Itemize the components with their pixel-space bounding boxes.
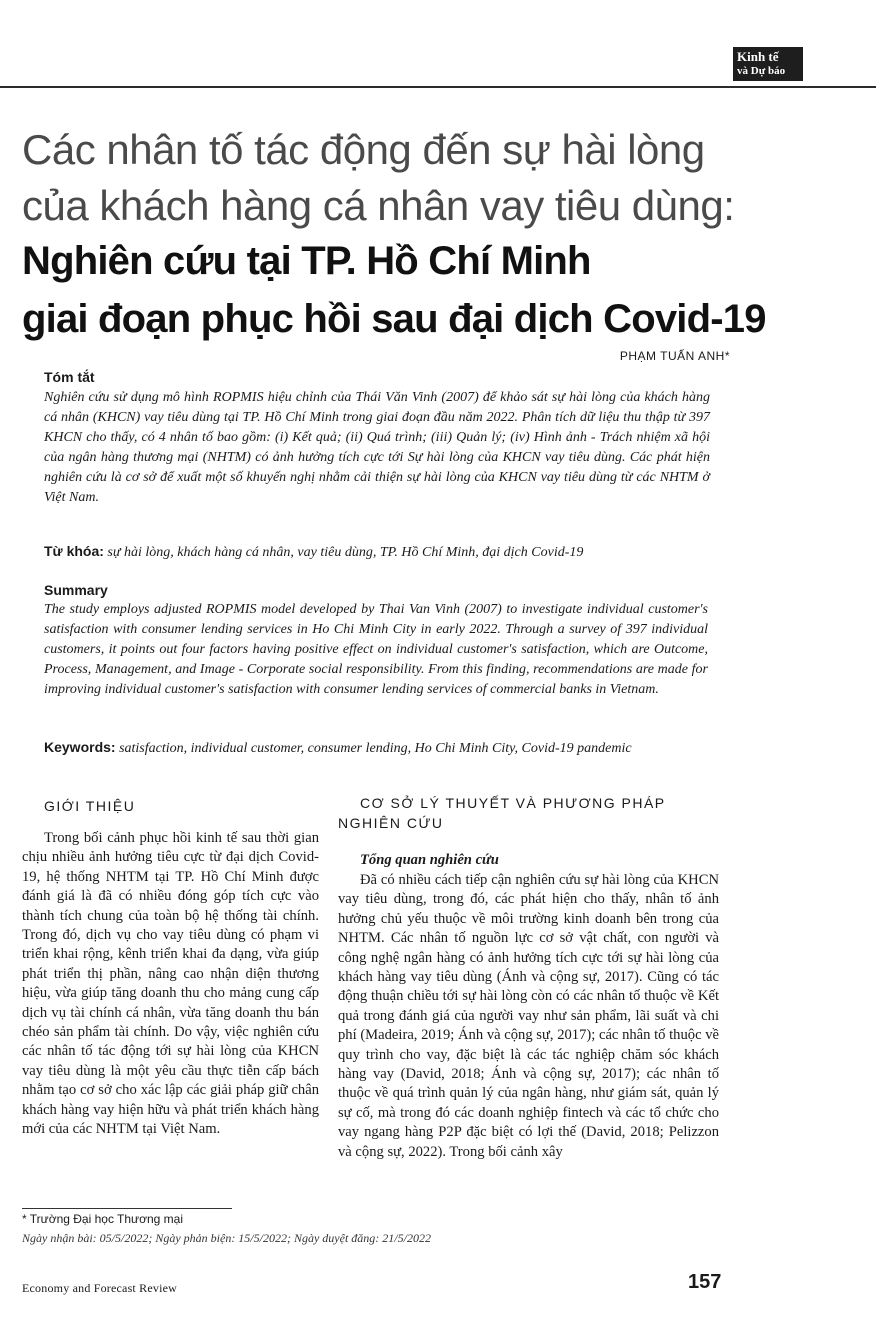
intro-body [22,829,319,1140]
journal-logo [733,47,803,81]
logo-line-1: Kinh tế [737,49,779,64]
intro-heading: GIỚI THIỆU [44,798,136,814]
footnote-affiliation: * Trường Đại học Thương mại [22,1212,183,1226]
literature-body [338,871,719,1162]
logo-line-2: và Dự báo [737,65,786,77]
header-rule [0,86,876,88]
keywords-vi-label: Từ khóa: [44,543,104,559]
title-lower [22,232,852,348]
keywords-en-text: satisfaction, individual customer, consumer lending, Ho Chi Minh City, Covid-19 pandemic [119,741,632,756]
keywords-en [44,737,712,759]
page-number: 157 [688,1271,722,1293]
abstract-vi-heading: Tóm tắt [44,369,95,385]
footnote-rule [22,1208,232,1209]
title-upper [22,122,852,234]
author-name: PHẠM TUẤN ANH* [619,349,730,363]
footnote-dates: Ngày nhận bài: 05/5/2022; Ngày phản biện: 15/5/2022; Ngày duyệt đăng: 21/5/2022 [22,1231,431,1245]
title-line-1: Các nhân tố tác động đến sự hài lòng [22,126,705,173]
literature-paragraph: Đã có nhiều cách tiếp cận nghiên cứu sự hài lòng của KHCN vay tiêu dùng, trong đó, các phát hiện cho thấy, nhân tố ảnh hưởng chủ yếu thuộc về môi trường kinh doanh bên trong của NHTM. Các nhân tố nguồn lực cơ sở vật chất, con người và công nghệ ngân hàng có ảnh hưởng tích cực tới sự hài lòng của khách hàng vay tiêu dùng (Ánh và cộng sự, 2017). Cũng có tác động thuận chiều tới sự hài lòng còn có các nhân tố thuộc về Kết quả trong đánh giá của người vay như sản phẩm, lãi suất và chi phí (Madeira, 2019; Ánh và cộng sự, 2017); các nhân tố thuộc về quy trình cho vay, đặc biệt là các tác nghiệp chăm sóc khách hàng vay (David, 2018; Ánh và cộng sự, 2017); các nhân tố thuộc về quá trình quản lý của ngân hàng, như giám sát, quản lý sự cố, mà trong đó các doanh nghiệp fintech và các tổ chức cho vay ngang hàng P2P đặc biệt có lợi thế (David, 2018; Pelizzon và cộng sự, 2022). Trong bối cảnh xây [338,872,719,1160]
theory-heading: CƠ SỞ LÝ THUYẾT VÀ PHƯƠNG PHÁP NGHIÊN CỨU [338,795,666,831]
keywords-vi-text: sự hài lòng, khách hàng cá nhân, vay tiêu dùng, TP. Hồ Chí Minh, đại dịch Covid-19 [107,545,584,560]
keywords-en-label: Keywords: [44,739,116,755]
abstract-vi-text: Nghiên cứu sử dụng mô hình ROPMIS hiệu chỉnh của Thái Văn Vinh (2007) để khảo sát sự hài lòng của khách hàng cá nhân (KHCN) vay tiêu dùng tại TP. Hồ Chí Minh trong giai đoạn đầu năm 2022. Phân tích dữ liệu thu thập từ 397 KHCN cho thấy, có 4 nhân tố bao gồm: (i) Kết quả; (ii) Quá trình; (iii) Quản lý; (iv) Hình ảnh - Trách nhiệm xã hội của ngân hàng thương mại (NHTM) có ảnh hưởng tích cực tới Sự hài lòng của KHCN vay tiêu dùng. Các phát hiện nghiên cứu là cơ sở để xuất một số khuyến nghị nhằm cải thiện sự hài lòng của KHCN vay tiêu dùng từ các NHTM ở Việt Nam. [44,390,710,505]
keywords-vi [44,541,744,563]
literature-subheading: Tổng quan nghiên cứu [360,852,499,868]
intro-paragraph: Trong bối cảnh phục hồi kinh tế sau thời gian chịu nhiều ảnh hưởng tiêu cực từ đại dịch Covid-19, hệ thống NHTM tại TP. Hồ Chí Minh được đánh giá là đã có nhiều đóng góp tích cực vào thành tích chung của toàn bộ hệ thống tài chính. Trong đó, dịch vụ cho vay tiêu dùng có phạm vi triển khai rộng, kênh triển khai đa dạng, vừa giúp phát triển thị phần, nâng cao nhận diện thương hiệu, vừa giúp tăng doanh thu cho mảng cung cấp dịch vụ tài chính cá nhân, vừa tăng doanh thu bán chéo sản phẩm tài chính. Do vậy, việc nghiên cứu các nhân tố tác động tới sự hài lòng của KHCN vay tiêu dùng là một yêu cầu thực tiễn cấp bách nhằm tạo cơ sở cho xác lập các giải pháp giữ chân khách hàng vay hiện hữu và phát triển khách hàng mới của các NHTM tại Việt Nam. [22,830,319,1138]
title-line-3: Nghiên cứu tại TP. Hồ Chí Minh [22,239,591,283]
title-line-4: giai đoạn phục hồi sau đại dịch Covid-19 [22,297,766,341]
abstract-en-text: The study employs adjusted ROPMIS model developed by Thai Van Vinh (2007) to investigate individual customer's satisfaction with consumer lending services in Ho Chi Minh City in early 2022. Through a survey of 397 individual customers, it points out four factors having positive effect on individual customer's satisfaction, which are Outcome, Process, Management, and Image - Corporate social responsibility. From this finding, recommendations are made for improving individual customer's satisfaction with consumer lending services of commercial banks in Vietnam. [44,602,708,697]
journal-name: Economy and Forecast Review [22,1281,178,1295]
title-line-2: của khách hàng cá nhân vay tiêu dùng: [22,182,735,229]
abstract-en-heading: Summary [44,582,108,598]
